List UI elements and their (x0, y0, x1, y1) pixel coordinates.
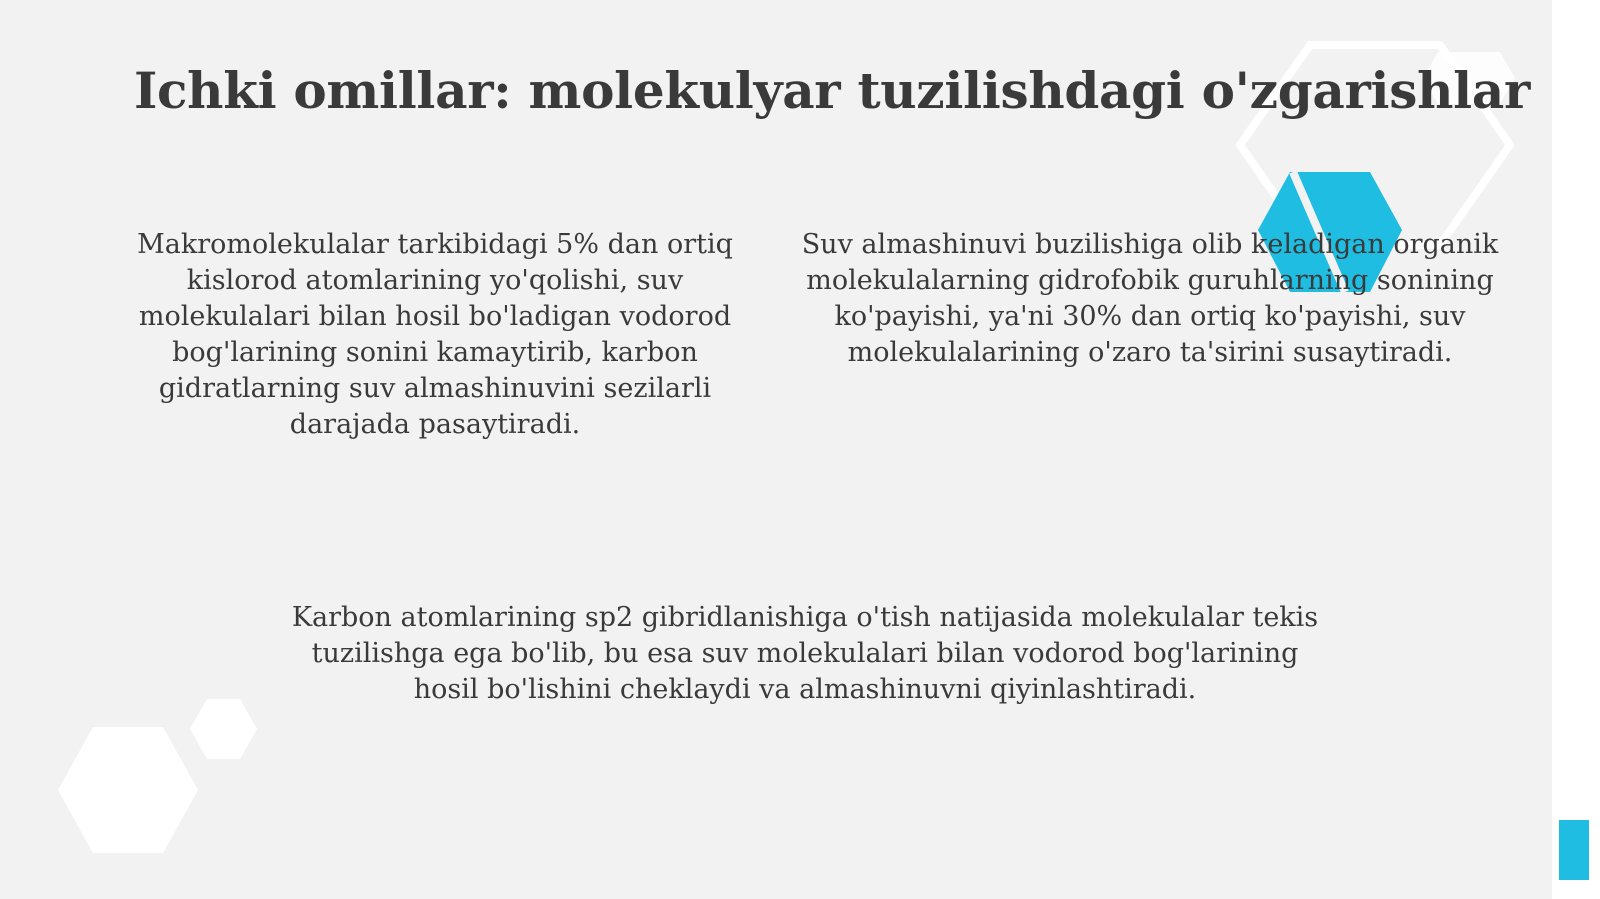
hexagon-bottom-small-shape (190, 699, 257, 759)
paragraph-sp2-hybridization: Karbon atomlarining sp2 gibridlanishiga o'tish natijasida molekulalar tekis tuzilishga ega bo'lib, bu esa suv molekulalari bilan vodorod bog'larining hosil bo'lishini cheklaydi va almashinuvni qiyinlashtiradi. (291, 602, 1319, 705)
paragraph-oxygen-loss: Makromolekulalar tarkibidagi 5% dan ortiq kislorod atomlarining yo'qolishi, suv molekulalari bilan hosil bo'ladigan vodorod bog'larining sonini kamaytirib, karbon gidratlarning suv almashinuvini sezilarli darajada pasaytiradi. (137, 229, 733, 440)
paragraph-hydrophobic-groups: Suv almashinuvi buzilishiga olib keladigan organik molekulalarning gidrofobik guruhlarning sonining ko'payishi, ya'ni 30% dan ortiq ko'payishi, suv molekulalarining o'zaro ta'sirini susaytiradi. (801, 229, 1499, 368)
slide-title: Ichki omillar: molekulyar tuzilishdagi o'zgarishlar (133, 61, 1530, 120)
hexagon-bottom-large-shape (58, 727, 198, 853)
